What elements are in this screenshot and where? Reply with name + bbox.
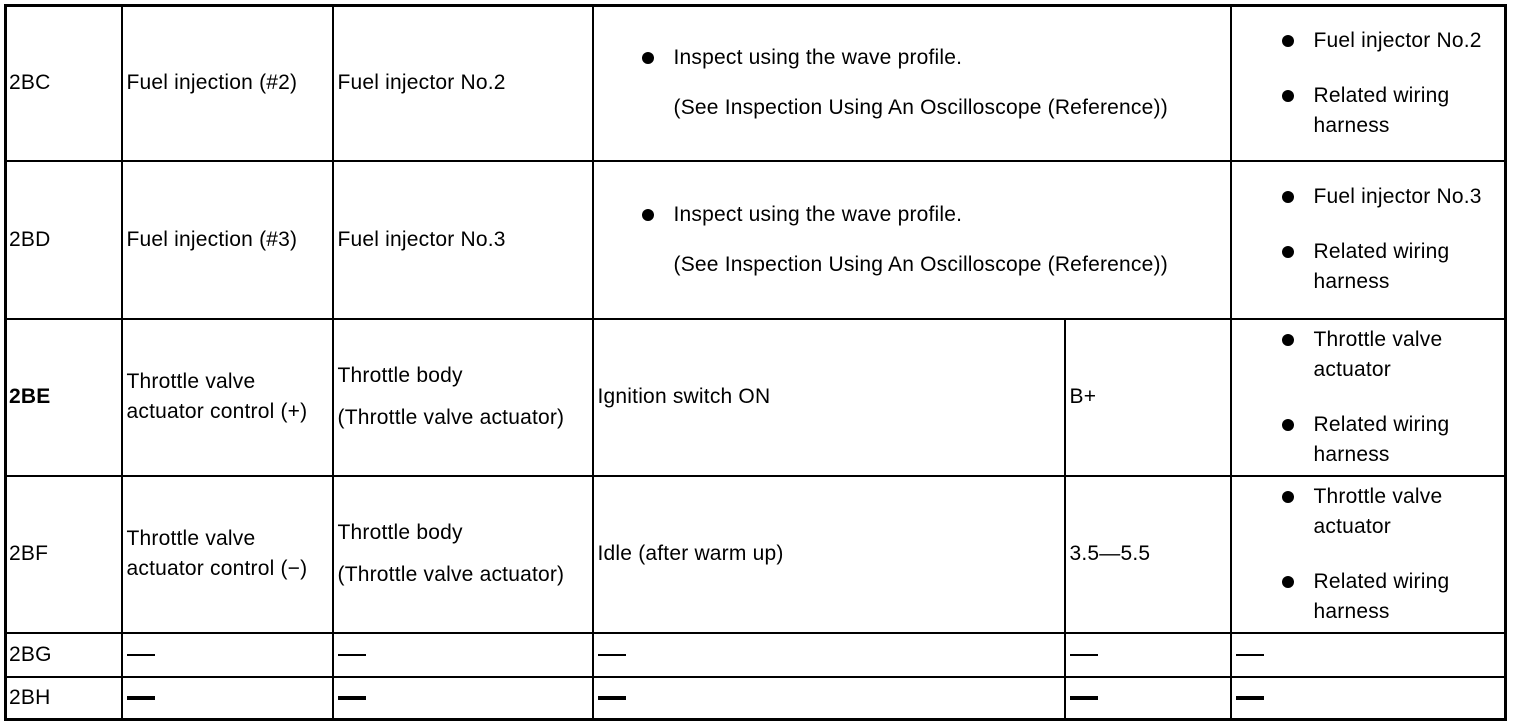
table-row bbox=[6, 677, 1506, 720]
dash-mark bbox=[338, 654, 366, 656]
cause-text: Related wiring harness bbox=[1313, 412, 1450, 466]
dash-mark bbox=[1070, 696, 1098, 700]
dash-mark bbox=[1236, 696, 1264, 700]
bullet-icon bbox=[1282, 246, 1294, 258]
connected-to-sub: (Throttle valve actuator) bbox=[337, 563, 565, 586]
inspection-text: Inspect using the wave profile. bbox=[673, 46, 963, 70]
cause-text: Throttle valve actuator bbox=[1313, 484, 1443, 538]
possible-cause-cell bbox=[1231, 319, 1506, 476]
inspection-bullet bbox=[636, 200, 1230, 230]
signal-cell: Fuel injection (#2) bbox=[122, 6, 333, 161]
empty-dash-cell bbox=[1231, 677, 1506, 720]
signal-cell: Throttle valve actuator control (−) bbox=[122, 476, 333, 633]
table-row bbox=[6, 476, 1506, 633]
signal-cell: Fuel injection (#3) bbox=[122, 161, 333, 319]
voltage-cell: 3.5—5.5 bbox=[1065, 476, 1231, 633]
empty-dash-cell bbox=[122, 677, 333, 720]
cause-item bbox=[1282, 182, 1505, 212]
connected-to-cell: Fuel injector No.3 bbox=[333, 161, 593, 319]
terminal-cell: 2BD bbox=[6, 161, 122, 319]
signal-cell: Throttle valve actuator control (+) bbox=[122, 319, 333, 476]
terminal-cell: 2BF bbox=[6, 476, 122, 633]
cause-item bbox=[1282, 482, 1505, 542]
voltage-cell: B+ bbox=[1065, 319, 1231, 476]
cause-item bbox=[1282, 567, 1505, 627]
cause-item bbox=[1282, 26, 1505, 56]
dash-mark bbox=[127, 696, 155, 700]
cause-item bbox=[1282, 325, 1505, 385]
inspection-cell bbox=[593, 161, 1231, 319]
dash-mark bbox=[338, 696, 366, 700]
bullet-icon bbox=[1282, 191, 1294, 203]
cause-text: Fuel injector No.2 bbox=[1313, 28, 1482, 52]
table-row bbox=[6, 633, 1506, 677]
connected-to-cell bbox=[333, 476, 593, 633]
condition-cell: Idle (after warm up) bbox=[593, 476, 1065, 633]
table-row bbox=[6, 319, 1506, 476]
connected-to-main: Throttle body bbox=[337, 364, 463, 387]
inspection-reference-note: (See Inspection Using An Oscilloscope (Reference)) bbox=[673, 252, 1168, 276]
condition-cell: Ignition switch ON bbox=[593, 319, 1065, 476]
empty-dash-cell bbox=[122, 633, 333, 677]
connected-to-main: Throttle body bbox=[337, 521, 463, 544]
empty-dash-cell bbox=[593, 677, 1065, 720]
bullet-icon bbox=[1282, 334, 1294, 346]
bullet-icon bbox=[642, 52, 654, 64]
cause-text: Related wiring harness bbox=[1313, 240, 1450, 293]
cause-item bbox=[1282, 237, 1505, 297]
bullet-icon bbox=[1282, 419, 1294, 431]
table-row bbox=[6, 161, 1506, 319]
inspection-bullet bbox=[636, 43, 1230, 73]
cause-text: Fuel injector No.3 bbox=[1313, 185, 1482, 208]
bullet-icon bbox=[1282, 90, 1294, 102]
dash-mark bbox=[1070, 654, 1098, 656]
dash-mark bbox=[598, 654, 626, 656]
dash-mark bbox=[127, 654, 155, 656]
connected-to-cell: Fuel injector No.2 bbox=[333, 6, 593, 161]
possible-cause-cell bbox=[1231, 476, 1506, 633]
dash-mark bbox=[1236, 654, 1264, 656]
empty-dash-cell bbox=[593, 633, 1065, 677]
dash-mark bbox=[598, 696, 626, 700]
cause-item bbox=[1282, 410, 1505, 470]
inspection-cell bbox=[593, 6, 1231, 161]
table-row bbox=[6, 6, 1506, 161]
cause-text: Related wiring harness bbox=[1313, 569, 1450, 623]
empty-dash-cell bbox=[333, 677, 593, 720]
terminal-cell: 2BG bbox=[6, 633, 122, 677]
terminal-cell: 2BH bbox=[6, 677, 122, 720]
terminal-cell: 2BC bbox=[6, 6, 122, 161]
empty-dash-cell bbox=[1065, 677, 1231, 720]
cause-item bbox=[1282, 81, 1505, 141]
bullet-icon bbox=[1282, 576, 1294, 588]
terminal-cell: 2BE bbox=[6, 319, 122, 476]
connected-to-sub: (Throttle valve actuator) bbox=[337, 406, 565, 429]
bullet-icon bbox=[1282, 35, 1294, 47]
empty-dash-cell bbox=[1065, 633, 1231, 677]
bullet-icon bbox=[642, 209, 654, 221]
possible-cause-cell bbox=[1231, 161, 1506, 319]
bullet-icon bbox=[1282, 491, 1294, 503]
inspection-reference-note: (See Inspection Using An Oscilloscope (Reference)) bbox=[673, 96, 1168, 120]
connected-to-cell bbox=[333, 319, 593, 476]
empty-dash-cell bbox=[1231, 633, 1506, 677]
empty-dash-cell bbox=[333, 633, 593, 677]
terminal-voltage-table bbox=[4, 4, 1507, 721]
cause-text: Related wiring harness bbox=[1313, 83, 1450, 137]
cause-text: Throttle valve actuator bbox=[1313, 327, 1443, 381]
inspection-text: Inspect using the wave profile. bbox=[673, 202, 963, 226]
possible-cause-cell bbox=[1231, 6, 1506, 161]
